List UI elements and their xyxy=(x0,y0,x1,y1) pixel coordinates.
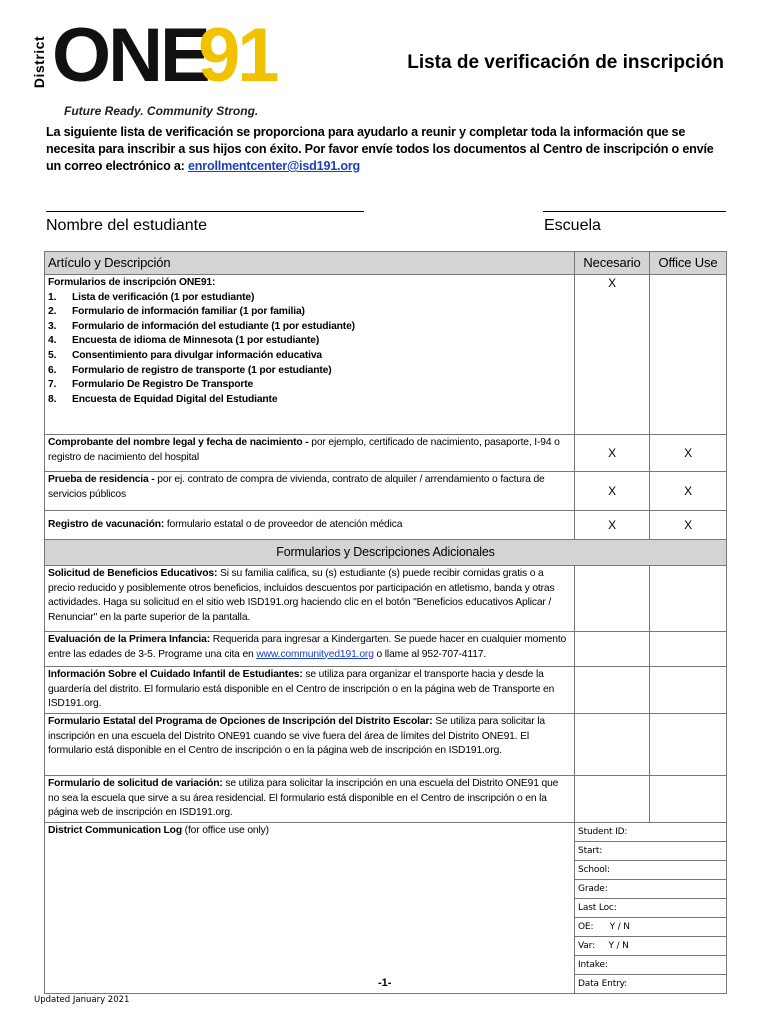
district-logo xyxy=(30,13,290,120)
options-office-cell[interactable] xyxy=(650,714,727,776)
options-required-cell[interactable] xyxy=(575,714,650,776)
additional-forms-header: Formularios y Descripciones Adicionales xyxy=(45,540,727,566)
early-office-cell[interactable] xyxy=(650,632,727,667)
early-childhood-cell: Evaluación de la Primera Infancia: Requerida para ingresar a Kindergarten. Se puede hacer en cualquier momento entre las edades de 3-5. Programe una cita en www.communityed191.org o llame al 952-707-4117. xyxy=(45,632,575,667)
office-field-intake[interactable]: Intake: xyxy=(575,956,727,975)
office-field-data-entry[interactable]: Data Entry: xyxy=(575,975,727,994)
required-mark[interactable]: X xyxy=(575,511,650,540)
community-ed-link[interactable]: www.communityed191.org xyxy=(256,648,374,660)
enrollment-options-cell: Formulario Estatal del Programa de Opciones de Inscripción del Distrito Escolar: Se utiliza para solicitar la inscripción en una escuela del Distrito ONE91 cuando se vive fuera del área de límites del Distrito ONE91. El formulario está disponible en el Centro de inscripción o en la página web de inscripción en ISD191.org. xyxy=(45,714,575,776)
list-item: 5. Consentimiento para divulgar información educativa xyxy=(48,349,322,361)
intro-paragraph xyxy=(46,124,726,175)
logo-tagline: Future Ready. Community Strong. xyxy=(64,104,259,118)
enrollment-email-link[interactable]: enrollmentcenter@isd191.org xyxy=(187,159,361,173)
office-field-school[interactable]: School: xyxy=(575,861,727,880)
page-number: -1- xyxy=(378,977,392,989)
list-item: 1. Lista de verificación (1 por estudiante) xyxy=(48,291,255,303)
proof-name-cell: Comprobante del nombre legal y fecha de nacimiento - por ejemplo, certificado de nacimiento, pasaporte, I-94 o registro de nacimiento del hospital xyxy=(45,435,575,472)
childcare-cell: Información Sobre el Cuidado Infantil de Estudiantes: se utiliza para organizar el transporte hacia y desde la guardería del distrito. El formulario está disponible en el Centro de inscripción o en la página web de Transporte en ISD191.org. xyxy=(45,667,575,714)
office-field-last-loc[interactable]: Last Loc: xyxy=(575,899,727,918)
office-field-student-id[interactable]: Student ID: xyxy=(575,823,727,842)
logo-district-text: District xyxy=(31,35,47,89)
list-item: 7. Formulario De Registro De Transporte xyxy=(48,379,254,391)
office-field-start[interactable]: Start: xyxy=(575,842,727,861)
list-item: 8. Encuesta de Equidad Digital del Estudiante xyxy=(48,393,278,405)
variance-required-cell[interactable] xyxy=(575,776,650,823)
office-field-oe[interactable]: OE: Y / N xyxy=(575,918,727,937)
office-mark[interactable]: X xyxy=(650,472,727,511)
forms-office-cell[interactable] xyxy=(650,275,727,435)
proof-residence-cell: Prueba de residencia - por ej. contrato de compra de vivienda, contrato de alquiler / arrendamiento o factura de servicios públicos xyxy=(45,472,575,511)
table-row xyxy=(45,823,727,842)
list-item: 3. Formulario de información del estudiante (1 por estudiante) xyxy=(48,320,355,332)
office-field-var[interactable]: Var: Y / N xyxy=(575,937,727,956)
vaccination-cell: Registro de vacunación: formulario estatal o de proveedor de atención médica xyxy=(45,511,575,540)
header-required: Necesario xyxy=(575,252,650,275)
office-mark[interactable]: X xyxy=(650,511,727,540)
header-item: Artículo y Descripción xyxy=(45,252,575,275)
variance-office-cell[interactable] xyxy=(650,776,727,823)
required-mark[interactable]: X xyxy=(575,435,650,472)
enrollment-forms-cell xyxy=(45,275,575,435)
logo-one-text: ONE xyxy=(52,13,208,98)
student-name-line[interactable] xyxy=(46,211,364,212)
header-office: Office Use xyxy=(650,252,727,275)
list-item: 6. Formulario de registro de transporte (1 por estudiante) xyxy=(48,364,332,376)
benefits-office-cell[interactable] xyxy=(650,566,727,632)
forms-list xyxy=(48,291,571,408)
list-item: 4. Encuesta de idioma de Minnesota (1 por estudiante) xyxy=(48,335,320,347)
updated-date: Updated January 2021 xyxy=(34,995,130,1005)
student-name-label: Nombre del estudiante xyxy=(46,217,207,234)
school-label: Escuela xyxy=(544,217,601,234)
list-item: 2. Formulario de información familiar (1 por familia) xyxy=(48,306,305,318)
table-row xyxy=(45,566,727,632)
logo-91-text: 91 xyxy=(198,13,277,98)
checklist-table xyxy=(44,251,727,994)
office-mark[interactable]: X xyxy=(650,435,727,472)
page-title: Lista de verificación de inscripción xyxy=(407,52,724,73)
benefits-required-cell[interactable] xyxy=(575,566,650,632)
benefits-cell: Solicitud de Beneficios Educativos: Si su familia califica, su (s) estudiante (s) puede recibir comidas gratis o a precio reducido y posiblemente otros beneficios, incluidos descuentos por participación en atletismo, banda y otras actividades. Haga su solicitud en el sitio web ISD191.org haciendo clic en el botón "Beneficios educativos Aplicar / Renunciar" en la parte superior de la pantalla. xyxy=(45,566,575,632)
school-line[interactable] xyxy=(543,211,726,212)
variance-cell: Formulario de solicitud de variación: se utiliza para solicitar la inscripción en una escuela del Distrito ONE91 que no sea la escuela que sirve a su área residencial. El formulario está disponible en el Centro de inscripción o en la página web de inscripción en ISD191.org. xyxy=(45,776,575,823)
table-row xyxy=(45,275,727,435)
childcare-office-cell[interactable] xyxy=(650,667,727,714)
table-row xyxy=(45,632,727,667)
table-header-row xyxy=(45,252,727,275)
childcare-required-cell[interactable] xyxy=(575,667,650,714)
communication-log-cell[interactable]: District Communication Log (for office use only) xyxy=(45,823,575,994)
table-row xyxy=(45,667,727,714)
required-mark[interactable]: X xyxy=(575,472,650,511)
table-row xyxy=(45,435,727,472)
forms-title: Formularios de inscripción ONE91: xyxy=(48,277,216,288)
office-field-grade[interactable]: Grade: xyxy=(575,880,727,899)
table-row xyxy=(45,714,727,776)
table-row xyxy=(45,776,727,823)
forms-required-cell[interactable]: X xyxy=(575,275,650,435)
table-row xyxy=(45,472,727,511)
table-row xyxy=(45,511,727,540)
early-required-cell[interactable] xyxy=(575,632,650,667)
intro-text: La siguiente lista de verificación se proporciona para ayudarlo a reunir y completar toda la información que se necesita para inscribir a sus hijos con éxito. Por favor envíe todos los documentos al Centro de inscripción o envíe un correo electrónico a: xyxy=(46,125,714,173)
